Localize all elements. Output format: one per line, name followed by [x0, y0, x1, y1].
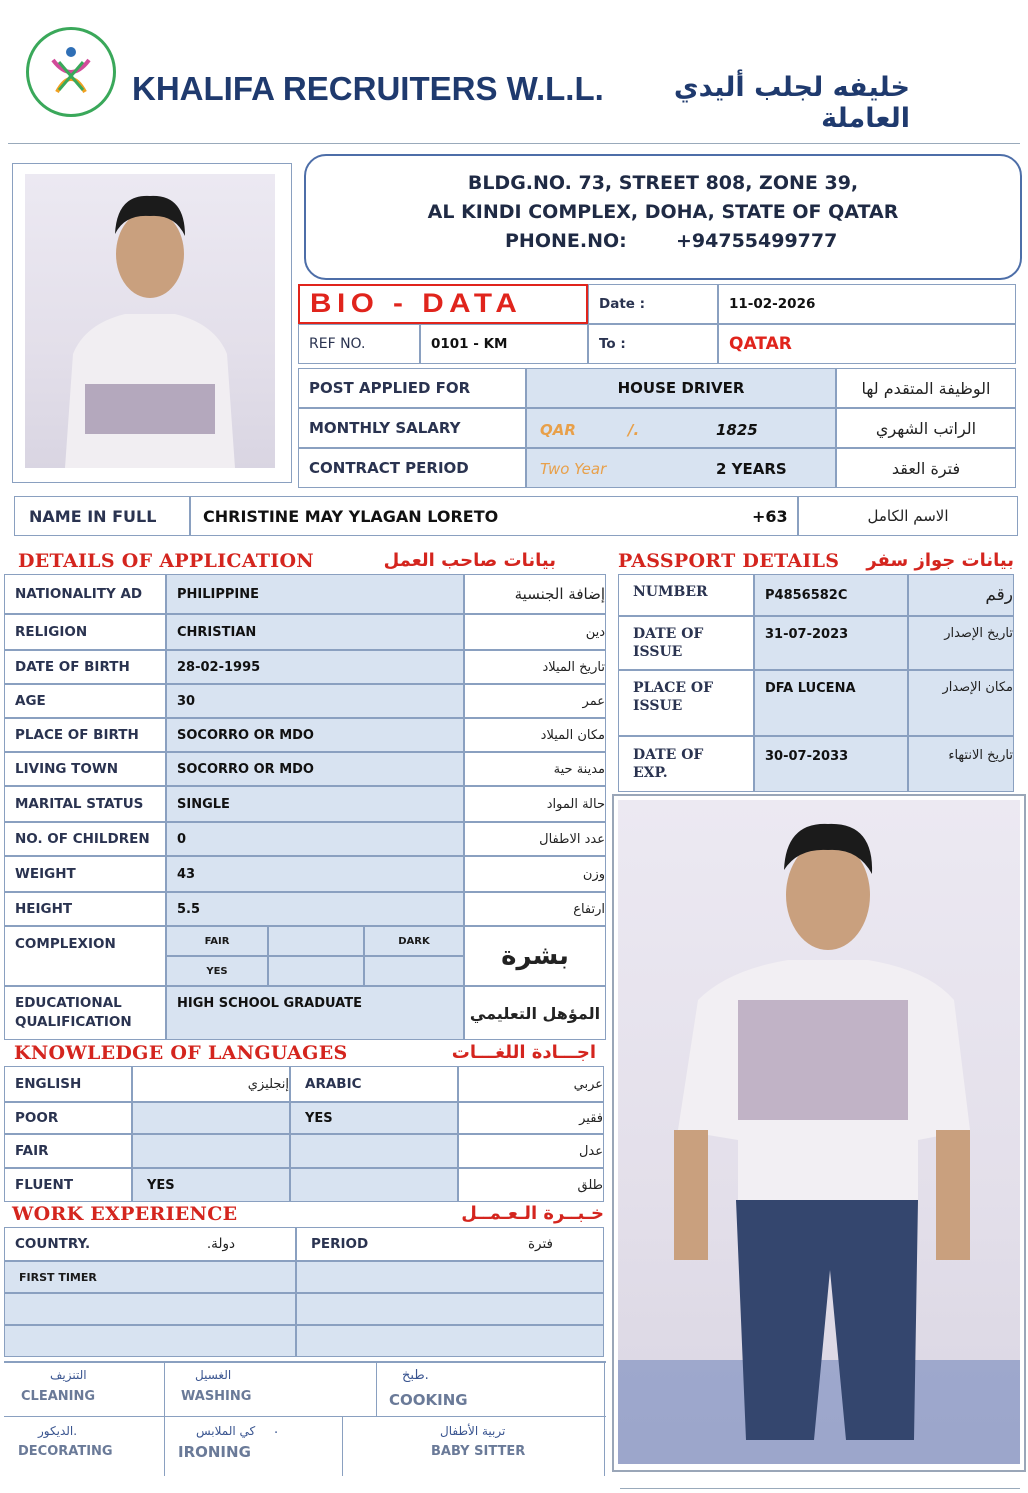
app-row-label: NO. OF CHILDREN	[4, 822, 166, 856]
app-row-label: NATIONALITY AD	[4, 574, 166, 614]
app-row-value: 43	[166, 856, 464, 892]
passport-title-arabic: بيانات جواز سفر	[866, 550, 1014, 571]
app-row-label: LIVING TOWN	[4, 752, 166, 786]
complexion-label: COMPLEXION	[4, 926, 166, 986]
lang-arabic: ARABIC	[290, 1066, 458, 1102]
app-row-label: AGE	[4, 684, 166, 718]
issue-line1: DATE OF	[633, 626, 704, 642]
contract-value: 2 YEARS	[716, 460, 787, 478]
lang-fair-arabic	[290, 1134, 458, 1168]
skill-cleaning-arabic: التنزيف	[50, 1368, 87, 1382]
app-row-value: 28-02-1995	[166, 650, 464, 684]
experience-title: WORK EXPERIENCE	[12, 1203, 238, 1225]
lang-fluent: FLUENT	[4, 1168, 132, 1202]
skill-ironing-mark: .	[274, 1422, 279, 1437]
address-line-1: BLDG.NO. 73, STREET 808, ZONE 39,	[467, 172, 859, 194]
date-value: 11-02-2026	[718, 284, 1016, 324]
passport-place-arabic: مكان الإصدار	[908, 670, 1014, 736]
app-row-label: PLACE OF BIRTH	[4, 718, 166, 752]
lang-arabic-arabic: عربي	[458, 1066, 604, 1102]
languages-title: KNOWLEDGE OF LANGUAGES	[14, 1042, 348, 1064]
app-row-arabic: عمر	[464, 684, 606, 718]
name-value: CHRISTINE MAY YLAGAN LORETO	[190, 496, 798, 536]
app-row-arabic: مكان الميلاد	[464, 718, 606, 752]
passport-number-value: P4856582C	[754, 574, 908, 616]
exp-period-label: PERIOD	[311, 1236, 369, 1252]
app-row-value: 0	[166, 822, 464, 856]
application-title: DETAILS OF APPLICATION	[18, 550, 314, 572]
exp-row-2-country	[4, 1293, 296, 1325]
app-row-value: PHILIPPINE	[166, 574, 464, 614]
salary-label: MONTHLY SALARY	[298, 408, 526, 448]
name-label: NAME IN FULL	[14, 496, 190, 536]
company-name: KHALIFA RECRUITERS W.L.L.	[132, 70, 604, 107]
ref-label: REF NO.	[298, 324, 420, 364]
skill-cooking-arabic: .طبخ	[402, 1368, 429, 1383]
post-label: POST APPLIED FOR	[298, 368, 526, 408]
ref-value: 0101 - KM	[420, 324, 588, 364]
skills-divider-v3	[342, 1417, 343, 1476]
skill-babysitter-arabic: تربية الأطفال	[440, 1424, 506, 1438]
date-label: Date :	[588, 284, 718, 324]
app-row-arabic: دين	[464, 614, 606, 650]
lang-fair-english	[132, 1134, 290, 1168]
salary-separator: /.	[628, 421, 640, 439]
skill-decorating: DECORATING	[18, 1444, 113, 1459]
lang-english: ENGLISH	[4, 1066, 132, 1102]
contract-arabic: فترة العقد	[836, 448, 1016, 488]
skill-babysitter: BABY SITTER	[431, 1444, 526, 1459]
lang-fair-ar: عدل	[458, 1134, 604, 1168]
lang-poor: POOR	[4, 1102, 132, 1134]
lang-english-arabic: إنجليزي	[132, 1066, 290, 1102]
place-line1: PLACE OF	[633, 680, 714, 696]
place-line2: ISSUE	[633, 698, 683, 714]
exp-row-1-country: FIRST TIMER	[4, 1261, 296, 1293]
complexion-yes: YES	[166, 956, 268, 986]
address-line-2: AL KINDI COMPLEX, DOHA, STATE OF QATAR	[427, 201, 899, 223]
app-row-label: DATE OF BIRTH	[4, 650, 166, 684]
complexion-dark: DARK	[364, 926, 464, 956]
lang-fluent-ar: طلق	[458, 1168, 604, 1202]
company-name-arabic: خليفه لجلب أليدي العاملة	[673, 72, 910, 134]
skills-divider-v4	[604, 1362, 605, 1476]
app-row-arabic: وزن	[464, 856, 606, 892]
passport-issue-label	[618, 616, 754, 670]
skills-divider-v2	[376, 1362, 377, 1416]
passport-exp-value: 30-07-2033	[754, 736, 908, 792]
applicant-photo-full	[618, 800, 1020, 1464]
exp-period-arabic: فترة	[527, 1236, 553, 1252]
app-row-value: SINGLE	[166, 786, 464, 822]
experience-title-arabic: خـبــرة الـعـمــل	[461, 1203, 604, 1224]
passport-exp-label	[618, 736, 754, 792]
education-label-line2: QUALIFICATION	[15, 1014, 132, 1030]
app-row-arabic: عدد الاطفال	[464, 822, 606, 856]
lang-fair: FAIR	[4, 1134, 132, 1168]
complexion-fair: FAIR	[166, 926, 268, 956]
complexion-arabic: بشرة	[464, 926, 606, 986]
app-row-arabic: مدينة حية	[464, 752, 606, 786]
exp-line1: DATE OF	[633, 747, 704, 763]
app-row-value: SOCORRO OR MDO	[166, 718, 464, 752]
passport-place-value: DFA LUCENA	[754, 670, 908, 736]
exp-row-3-country	[4, 1325, 296, 1357]
salary-value: 1825	[716, 421, 758, 439]
footer-line	[620, 1488, 1020, 1489]
education-arabic: المؤهل التعليمي	[464, 986, 606, 1040]
skill-washing-arabic: الغسيل	[195, 1368, 232, 1382]
app-row-value: 5.5	[166, 892, 464, 926]
education-label-line1: EDUCATIONAL	[15, 995, 122, 1011]
lang-fluent-english: YES	[132, 1168, 290, 1202]
phone-label: PHONE.NO:	[505, 230, 627, 252]
app-row-label: HEIGHT	[4, 892, 166, 926]
name-arabic: الاسم الكامل	[798, 496, 1018, 536]
education-value: HIGH SCHOOL GRADUATE	[166, 986, 464, 1040]
complexion-empty-2	[364, 956, 464, 986]
salary-arabic: الراتب الشهري	[836, 408, 1016, 448]
bio-title: BIO - DATA	[310, 288, 523, 318]
skills-divider-v1	[164, 1362, 165, 1476]
application-title-arabic: بيانات صاحب العمل	[383, 550, 556, 571]
passport-exp-arabic: تاريخ الانتهاء	[908, 736, 1014, 792]
application-table	[4, 574, 606, 1040]
languages-title-arabic: اجـــادة اللغـــات	[451, 1042, 596, 1063]
to-value: QATAR	[718, 324, 1016, 364]
name-code: +63	[752, 507, 788, 526]
skill-washing: WASHING	[181, 1389, 252, 1404]
exp-row-1-period	[296, 1261, 604, 1293]
exp-country	[4, 1227, 296, 1261]
passport-title: PASSPORT DETAILS	[618, 550, 840, 572]
passport-number-arabic: رقم	[908, 574, 1014, 616]
lang-poor-ar: فقير	[458, 1102, 604, 1134]
header-divider	[8, 143, 1020, 144]
skills-divider-h	[4, 1416, 606, 1417]
contract-hint: Two Year	[540, 460, 607, 478]
contract-label: CONTRACT PERIOD	[298, 448, 526, 488]
lang-poor-english	[132, 1102, 290, 1134]
post-value: HOUSE DRIVER	[526, 368, 836, 408]
logo-icon	[39, 40, 103, 104]
company-logo	[26, 27, 116, 117]
applicant-photo-portrait	[25, 174, 275, 468]
lang-poor-arabic: YES	[290, 1102, 458, 1134]
passport-place-label	[618, 670, 754, 736]
skill-decorating-arabic: .الديكور	[38, 1424, 78, 1438]
exp-line2: EXP.	[633, 765, 668, 781]
app-row-label: RELIGION	[4, 614, 166, 650]
skill-ironing-arabic: كي الملابس	[196, 1424, 256, 1438]
skill-cooking: COOKING	[389, 1391, 468, 1409]
salary-currency: QAR	[540, 421, 576, 439]
exp-country-label: COUNTRY.	[15, 1236, 91, 1252]
complexion-empty-1	[268, 956, 364, 986]
exp-row-2-period	[296, 1293, 604, 1325]
phone-number: +94755499777	[676, 230, 838, 252]
app-row-label: WEIGHT	[4, 856, 166, 892]
complexion-mid	[268, 926, 364, 956]
app-row-label: MARITAL STATUS	[4, 786, 166, 822]
skill-cleaning: CLEANING	[21, 1389, 96, 1404]
app-row-value: 30	[166, 684, 464, 718]
app-row-value: CHRISTIAN	[166, 614, 464, 650]
exp-row-3-period	[296, 1325, 604, 1357]
exp-period	[296, 1227, 604, 1261]
app-row-value: SOCORRO OR MDO	[166, 752, 464, 786]
app-row-arabic: حالة المواد	[464, 786, 606, 822]
education-label	[4, 986, 166, 1040]
passport-number-label: NUMBER	[618, 574, 754, 616]
lang-fluent-arabic	[290, 1168, 458, 1202]
to-label: To :	[588, 324, 718, 364]
passport-issue-arabic: تاريخ الإصدار	[908, 616, 1014, 670]
passport-issue-value: 31-07-2023	[754, 616, 908, 670]
exp-country-arabic: .دولة	[206, 1236, 235, 1252]
app-row-arabic: تاريخ الميلاد	[464, 650, 606, 684]
app-row-arabic: إضافة الجنسية	[464, 574, 606, 614]
issue-line2: ISSUE	[633, 644, 683, 660]
post-arabic: الوظيفة المتقدم لها	[836, 368, 1016, 408]
app-row-arabic: ارتفاع	[464, 892, 606, 926]
skill-ironing: IRONING	[178, 1443, 251, 1461]
